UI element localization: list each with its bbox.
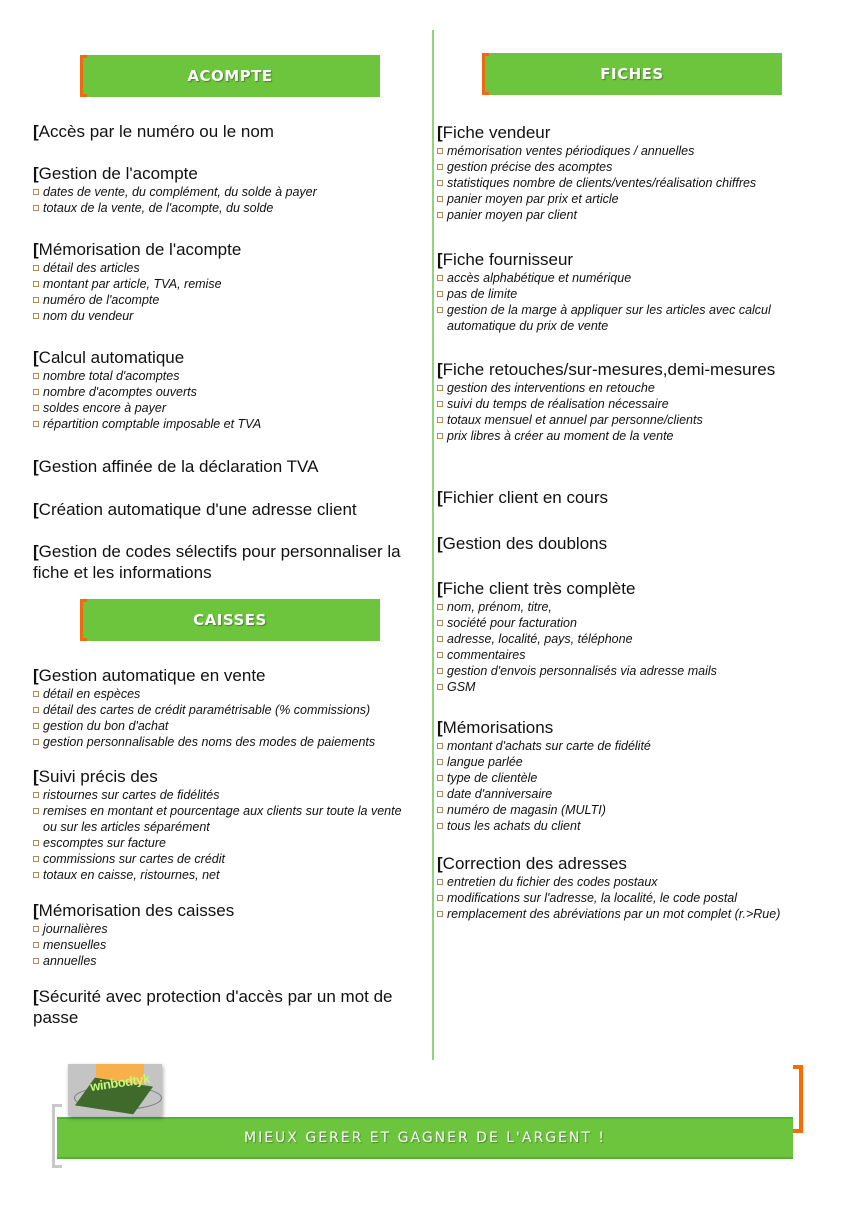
list-item: tous les achats du client <box>437 818 837 834</box>
list-item: GSM <box>437 679 837 695</box>
list-item: ristournes sur cartes de fidélités <box>33 787 408 803</box>
footer-slogan-bar <box>57 1117 793 1159</box>
feature-acompte-6 <box>33 541 418 583</box>
list-item: langue parlée <box>437 754 837 770</box>
checkbox-bullet-icon <box>437 879 443 885</box>
list-item: numéro de l'acompte <box>33 292 418 308</box>
list-item: prix libres à créer au moment de la vente <box>437 428 837 444</box>
checkbox-bullet-icon <box>437 895 443 901</box>
list-item: gestion précise des acomptes <box>437 159 837 175</box>
feature-title: [ Mémorisation de l'acompte <box>33 239 418 260</box>
banner-acompte-label: ACOMPTE <box>187 67 273 85</box>
checkbox-bullet-icon <box>33 691 39 697</box>
feature-title: [ Calcul automatique <box>33 347 418 368</box>
list-item: annuelles <box>33 953 418 969</box>
list-item: nom du vendeur <box>33 308 418 324</box>
column-divider <box>432 30 434 1060</box>
list-item: montant d'achats sur carte de fidélité <box>437 738 837 754</box>
checkbox-bullet-icon <box>437 148 443 154</box>
list-item: modifications sur l'adresse, la localité, le code postal <box>437 890 837 906</box>
feature-title: [ Fichier client en cours <box>437 487 837 508</box>
list-item: date d'anniversaire <box>437 786 837 802</box>
list-item: commentaires <box>437 647 837 663</box>
feature-title: [ Mémorisation des caisses <box>33 900 418 921</box>
feature-title: [ Fiche retouches/sur-mesures,demi-mesures <box>437 359 837 380</box>
list-item: escomptes sur facture <box>33 835 408 851</box>
list-item: gestion personnalisable des noms des modes de paiements <box>33 734 423 750</box>
list-item: remises en montant et pourcentage aux clients sur toute la vente ou sur les articles séparément <box>33 803 408 835</box>
list-item: totaux mensuel et annuel par personne/clients <box>437 412 837 428</box>
list-item: panier moyen par client <box>437 207 837 223</box>
feature-acompte-5 <box>33 499 418 520</box>
footer-bracket-right <box>793 1065 803 1133</box>
checkbox-bullet-icon <box>33 205 39 211</box>
feature-fiches-3 <box>437 487 837 508</box>
checkbox-bullet-icon <box>437 807 443 813</box>
list-item: soldes encore à payer <box>33 400 418 416</box>
checkbox-bullet-icon <box>33 942 39 948</box>
feature-title: [ Gestion de codes sélectifs pour personnaliser la fiche et les informations <box>33 541 418 583</box>
feature-title: [ Gestion de l'acompte <box>33 163 418 184</box>
checkbox-bullet-icon <box>33 739 39 745</box>
banner-fiches <box>482 53 782 95</box>
checkbox-bullet-icon <box>33 281 39 287</box>
list-item: type de clientèle <box>437 770 837 786</box>
list-item: société pour facturation <box>437 615 837 631</box>
feature-fiches-0 <box>437 122 837 223</box>
checkbox-bullet-icon <box>33 313 39 319</box>
checkbox-bullet-icon <box>33 926 39 932</box>
feature-acompte-0 <box>33 121 418 142</box>
checkbox-bullet-icon <box>437 164 443 170</box>
list-item: pas de limite <box>437 286 817 302</box>
checkbox-bullet-icon <box>437 180 443 186</box>
checkbox-bullet-icon <box>33 723 39 729</box>
feature-acompte-2 <box>33 239 418 324</box>
checkbox-bullet-icon <box>437 684 443 690</box>
list-item: mémorisation ventes périodiques / annuelles <box>437 143 837 159</box>
checkbox-bullet-icon <box>33 373 39 379</box>
list-item: détail des articles <box>33 260 418 276</box>
checkbox-bullet-icon <box>437 291 443 297</box>
checkbox-bullet-icon <box>437 823 443 829</box>
checkbox-bullet-icon <box>437 668 443 674</box>
checkbox-bullet-icon <box>33 707 39 713</box>
list-item: accès alphabétique et numérique <box>437 270 817 286</box>
list-item: gestion d'envois personnalisés via adresse mails <box>437 663 837 679</box>
feature-title: [ Fiche vendeur <box>437 122 837 143</box>
list-item: journalières <box>33 921 418 937</box>
feature-fiches-2 <box>437 359 837 444</box>
feature-title: [ Suivi précis des <box>33 766 408 787</box>
checkbox-bullet-icon <box>33 297 39 303</box>
feature-acompte-3 <box>33 347 418 432</box>
list-item: nombre total d'acomptes <box>33 368 418 384</box>
list-item: remplacement des abréviations par un mot complet (r.>Rue) <box>437 906 837 922</box>
list-item: statistiques nombre de clients/ventes/réalisation chiffres <box>437 175 837 191</box>
feature-fiches-4 <box>437 533 837 554</box>
checkbox-bullet-icon <box>437 212 443 218</box>
list-item: mensuelles <box>33 937 418 953</box>
checkbox-bullet-icon <box>33 958 39 964</box>
checkbox-bullet-icon <box>437 775 443 781</box>
list-item: panier moyen par prix et article <box>437 191 837 207</box>
feature-title: [ Création automatique d'une adresse client <box>33 499 418 520</box>
checkbox-bullet-icon <box>437 385 443 391</box>
list-item: gestion de la marge à appliquer sur les articles avec calcul automatique du prix de vente <box>437 302 817 334</box>
list-item: totaux en caisse, ristournes, net <box>33 867 408 883</box>
logo-wordmark: winbodtyk <box>89 1070 151 1095</box>
checkbox-bullet-icon <box>437 196 443 202</box>
checkbox-bullet-icon <box>33 808 39 814</box>
feature-title: [ Gestion affinée de la déclaration TVA <box>33 456 418 477</box>
feature-acompte-1 <box>33 163 418 216</box>
checkbox-bullet-icon <box>437 652 443 658</box>
list-item: montant par article, TVA, remise <box>33 276 418 292</box>
checkbox-bullet-icon <box>33 265 39 271</box>
list-item: répartition comptable imposable et TVA <box>33 416 418 432</box>
checkbox-bullet-icon <box>33 389 39 395</box>
feature-caisses-1 <box>33 766 408 883</box>
checkbox-bullet-icon <box>33 792 39 798</box>
list-item: nom, prénom, titre, <box>437 599 837 615</box>
list-item: détail des cartes de crédit paramétrisable (% commissions) <box>33 702 423 718</box>
feature-title: [ Gestion automatique en vente <box>33 665 423 686</box>
winbodtyk-logo <box>68 1064 162 1116</box>
checkbox-bullet-icon <box>437 275 443 281</box>
checkbox-bullet-icon <box>437 791 443 797</box>
feature-title: [ Sécurité avec protection d'accès par un mot de passe <box>33 986 418 1028</box>
feature-caisses-3 <box>33 986 418 1028</box>
feature-fiches-5 <box>437 578 837 695</box>
list-item: nombre d'acomptes ouverts <box>33 384 418 400</box>
banner-caisses-label: CAISSES <box>193 611 267 629</box>
feature-title: [ Mémorisations <box>437 717 837 738</box>
checkbox-bullet-icon <box>437 911 443 917</box>
feature-title: [ Fiche fournisseur <box>437 249 817 270</box>
feature-title: [ Accès par le numéro ou le nom <box>33 121 418 142</box>
list-item: numéro de magasin (MULTI) <box>437 802 837 818</box>
list-item: entretien du fichier des codes postaux <box>437 874 837 890</box>
list-item: gestion du bon d'achat <box>33 718 423 734</box>
footer-slogan: MIEUX GERER ET GAGNER DE L'ARGENT ! <box>244 1130 606 1146</box>
checkbox-bullet-icon <box>437 401 443 407</box>
checkbox-bullet-icon <box>437 620 443 626</box>
list-item: commissions sur cartes de crédit <box>33 851 408 867</box>
checkbox-bullet-icon <box>33 840 39 846</box>
feature-title: [ Correction des adresses <box>437 853 837 874</box>
checkbox-bullet-icon <box>33 421 39 427</box>
banner-caisses <box>80 599 380 641</box>
checkbox-bullet-icon <box>33 189 39 195</box>
banner-fiches-label: FICHES <box>600 65 664 83</box>
checkbox-bullet-icon <box>33 872 39 878</box>
checkbox-bullet-icon <box>33 856 39 862</box>
feature-fiches-7 <box>437 853 837 922</box>
list-item: dates de vente, du complément, du solde à payer <box>33 184 418 200</box>
banner-acompte <box>80 55 380 97</box>
list-item: gestion des interventions en retouche <box>437 380 837 396</box>
feature-title: [ Fiche client très complète <box>437 578 837 599</box>
list-item: totaux de la vente, de l'acompte, du solde <box>33 200 418 216</box>
feature-caisses-2 <box>33 900 418 969</box>
feature-fiches-1 <box>437 249 817 334</box>
checkbox-bullet-icon <box>437 417 443 423</box>
checkbox-bullet-icon <box>437 636 443 642</box>
list-item: suivi du temps de réalisation nécessaire <box>437 396 837 412</box>
feature-title: [ Gestion des doublons <box>437 533 837 554</box>
list-item: adresse, localité, pays, téléphone <box>437 631 837 647</box>
feature-fiches-6 <box>437 717 837 834</box>
feature-caisses-0 <box>33 665 423 750</box>
list-item: détail en espèces <box>33 686 423 702</box>
checkbox-bullet-icon <box>437 604 443 610</box>
feature-acompte-4 <box>33 456 418 477</box>
checkbox-bullet-icon <box>437 743 443 749</box>
checkbox-bullet-icon <box>437 759 443 765</box>
checkbox-bullet-icon <box>437 307 443 313</box>
checkbox-bullet-icon <box>437 433 443 439</box>
checkbox-bullet-icon <box>33 405 39 411</box>
